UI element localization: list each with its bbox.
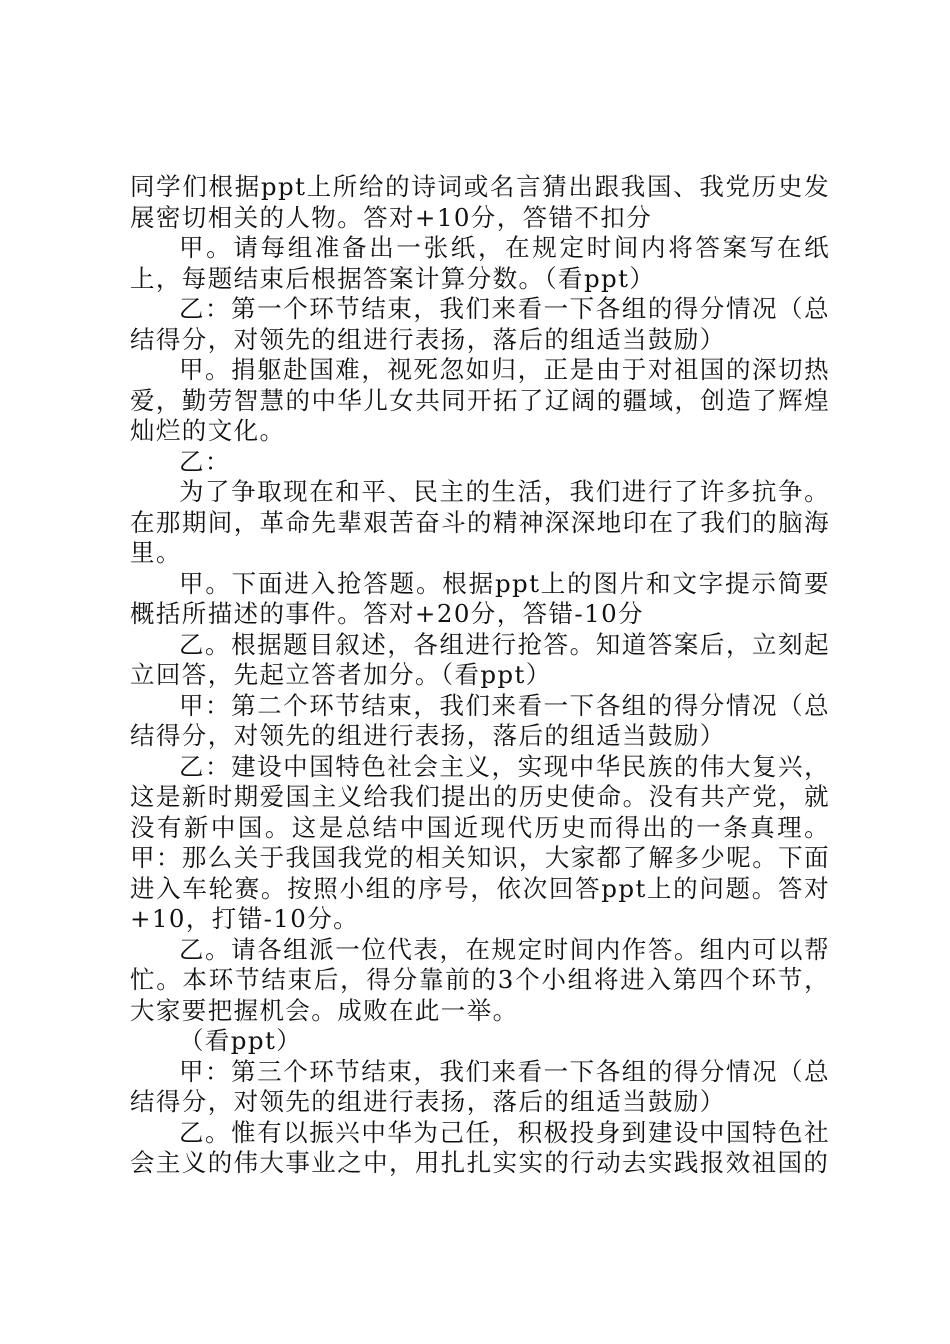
paragraph: 甲。请每组准备出一张纸，在规定时间内将答案写在纸上，每题结束后根据答案计算分数。（看ppt） xyxy=(130,233,830,293)
paragraph: 乙。请各组派一位代表，在规定时间内作答。组内可以帮忙。本环节结束后，得分靠前的3个小组将进入第四个环节，大家要把握机会。成败在此一举。 xyxy=(130,934,830,1025)
paragraph: 乙：建设中国特色社会主义，实现中华民族的伟大复兴，这是新时期爱国主义给我们提出的历史使命。没有共产党，就没有新中国。这是总结中国近现代历史而得出的一条真理。甲：那么关于我国我党的相关知识，大家都了解多少呢。下面进入车轮赛。按照小组的序号，依次回答ppt上的问题。答对+10，打错-10分。 xyxy=(130,751,830,933)
paragraph: 甲：第二个环节结束，我们来看一下各组的得分情况（总结得分，对领先的组进行表扬，落后的组适当鼓励） xyxy=(130,690,830,750)
paragraph: 甲：第三个环节结束，我们来看一下各组的得分情况（总结得分，对领先的组进行表扬，落后的组适当鼓励） xyxy=(130,1056,830,1116)
paragraph: 乙。根据题目叙述，各组进行抢答。知道答案后，立刻起立回答，先起立答者加分。（看ppt） xyxy=(130,629,830,689)
paragraph: 甲。下面进入抢答题。根据ppt上的图片和文字提示简要概括所描述的事件。答对+20分，答错-10分 xyxy=(130,568,830,628)
document-body xyxy=(130,172,830,1179)
paragraph: 乙：第一个环节结束，我们来看一下各组的得分情况（总结得分，对领先的组进行表扬，落后的组适当鼓励） xyxy=(130,294,830,354)
paragraph: 甲。捐躯赴国难，视死忽如归，正是由于对祖国的深切热爱，勤劳智慧的中华儿女共同开拓了辽阔的疆域，创造了辉煌灿烂的文化。 xyxy=(130,355,830,445)
paragraph: 乙。惟有以振兴中华为己任，积极投身到建设中国特色社会主义的伟大事业之中，用扎扎实实的行动去实践报效祖国的 xyxy=(130,1117,830,1177)
paragraph-intro: 同学们根据ppt上所给的诗词或名言猜出跟我国、我党历史发展密切相关的人物。答对+10分，答错不扣分 xyxy=(130,172,830,232)
paragraph: 乙： xyxy=(179,446,231,476)
paragraph: 为了争取现在和平、民主的生活，我们进行了许多抗争。在那期间，革命先辈艰苦奋斗的精神深深地印在了我们的脑海里。 xyxy=(130,477,830,567)
paragraph: （看ppt） xyxy=(179,1026,303,1055)
